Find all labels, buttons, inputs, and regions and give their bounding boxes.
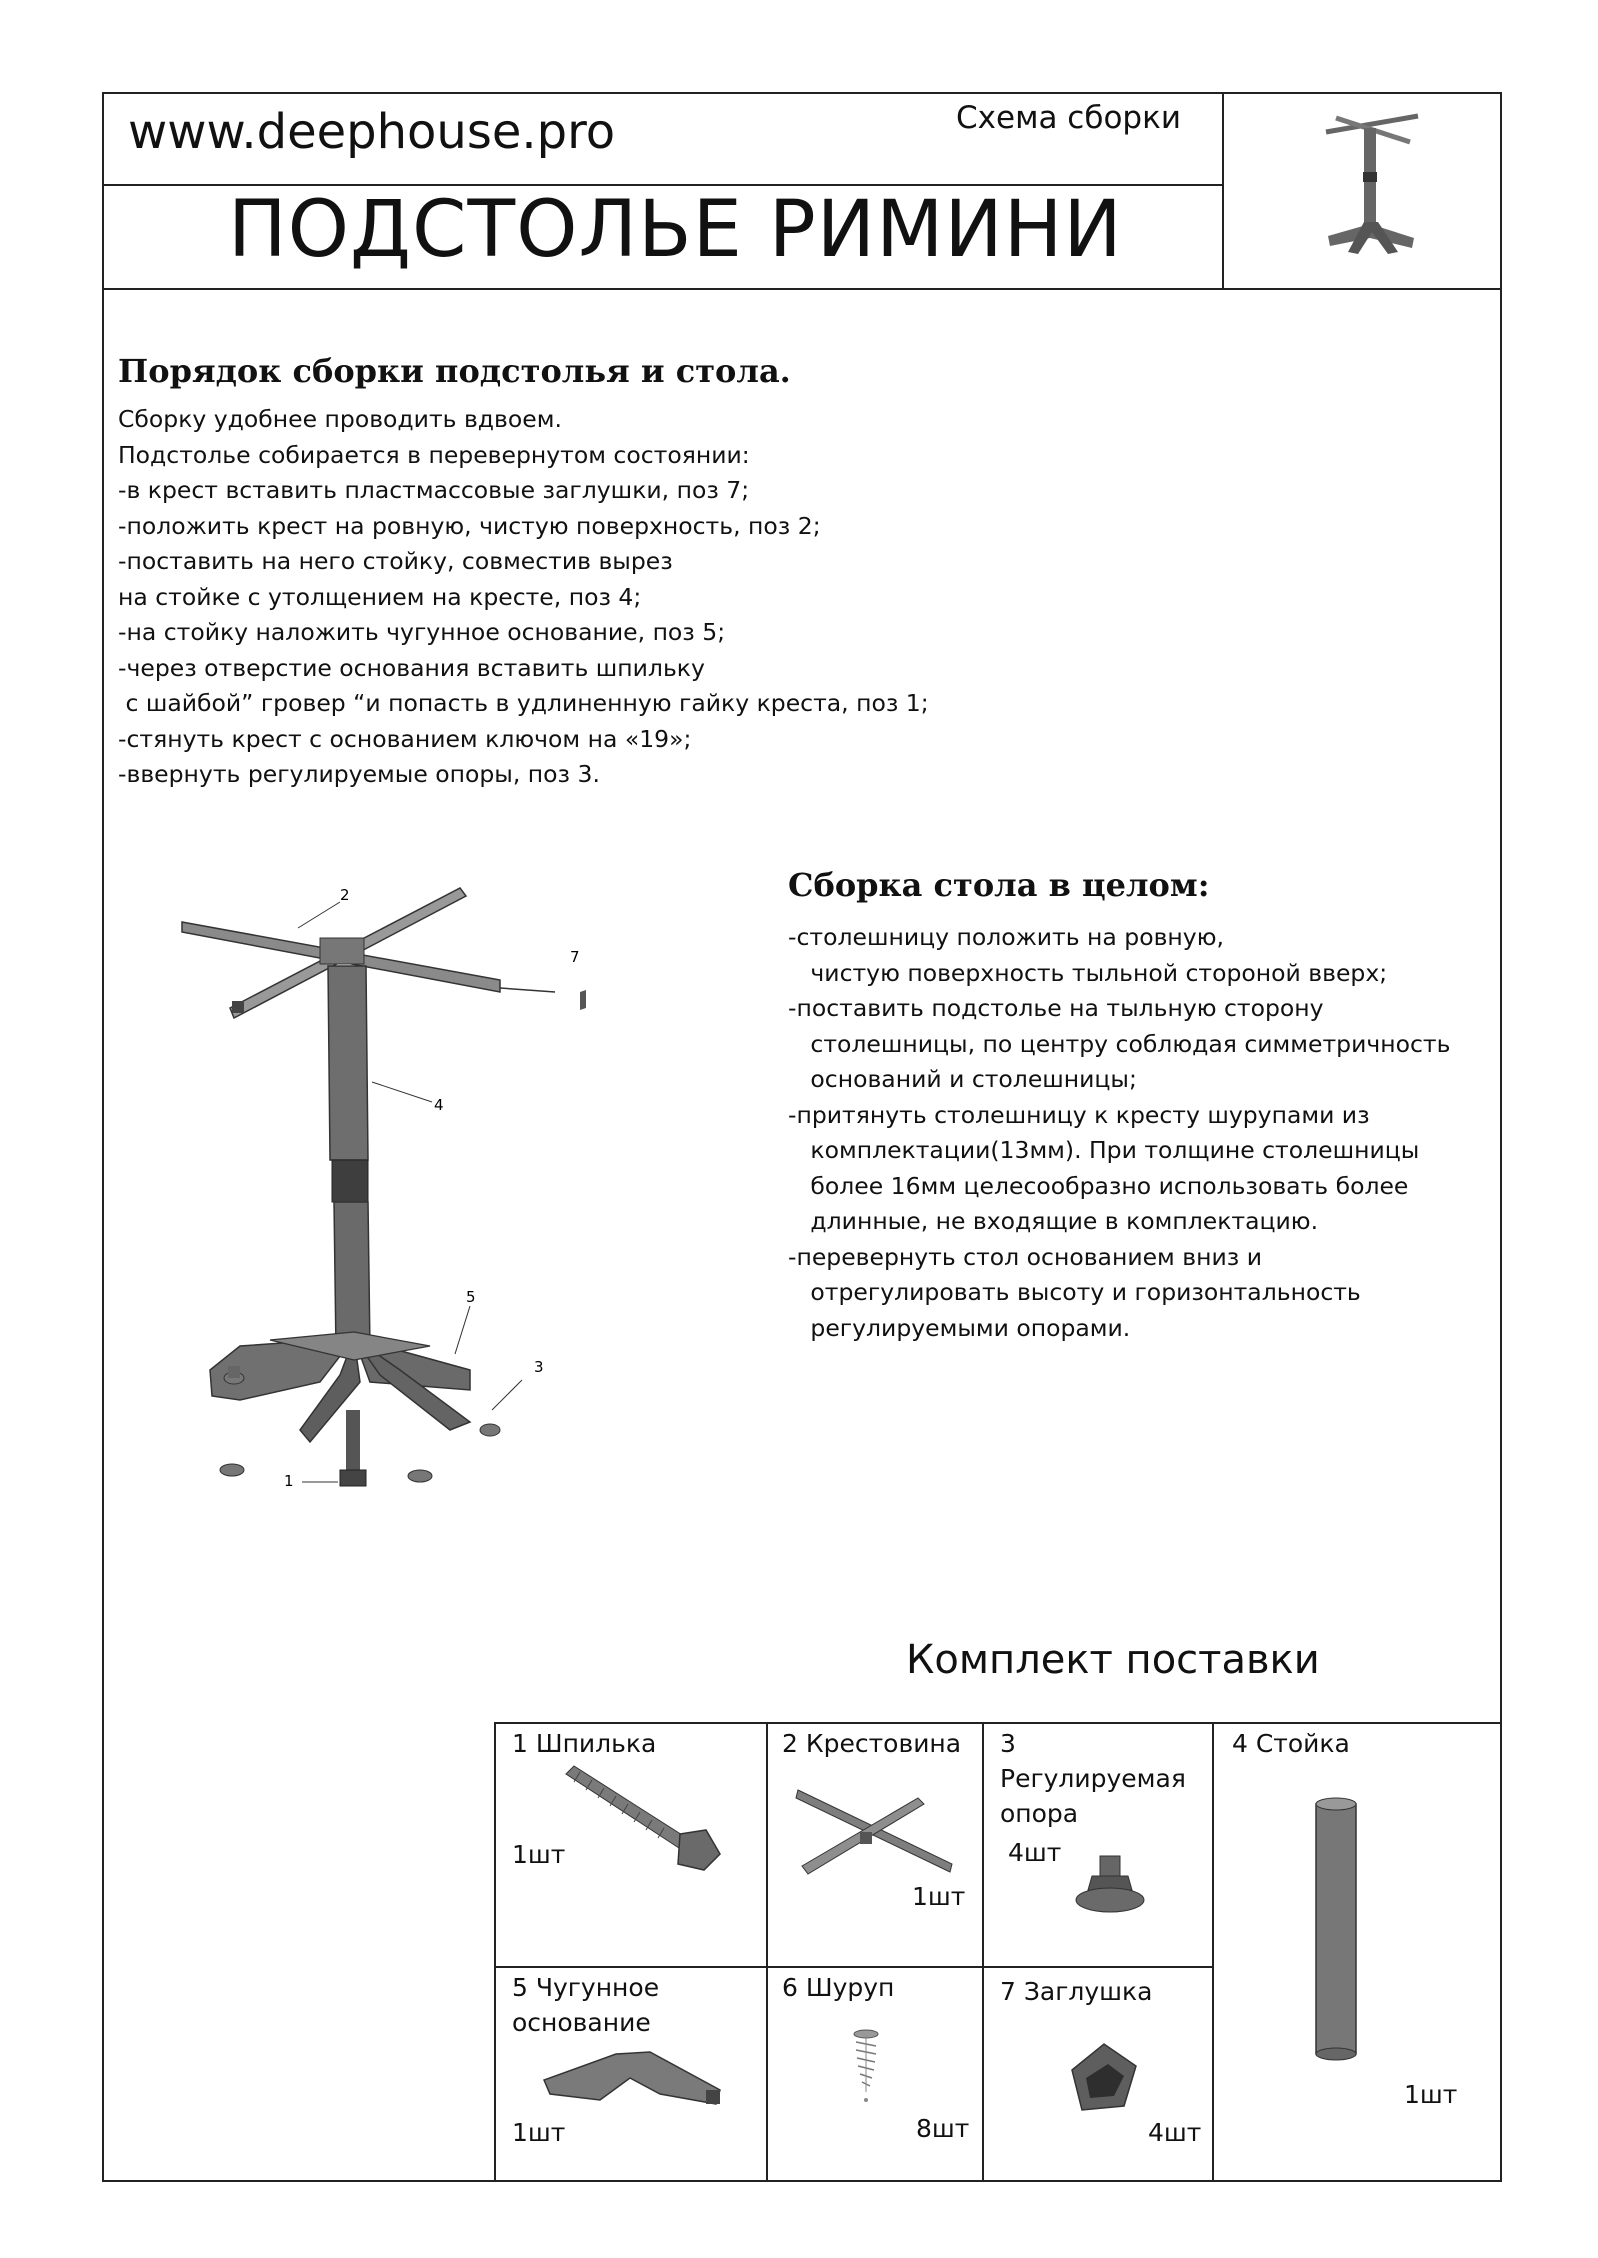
assembly-line: Подстолье собирается в перевернутом состоянии: — [118, 440, 750, 469]
assembly-line: -поставить на него стойку, совместив вырез — [118, 547, 673, 575]
table-assembly-line: столешницы, по центру соблюдая симметричность — [788, 1029, 1451, 1058]
table-assembly-line: длинные, не входящие в комплектацию. — [788, 1207, 1319, 1235]
table-assembly-line: -перевернуть стол основанием вниз и — [788, 1242, 1262, 1271]
page-title: ПОДСТОЛЬЕ РИМИНИ — [228, 185, 1123, 275]
title-divider — [102, 288, 1502, 290]
kit-item-qty: 1шт — [512, 2118, 566, 2147]
schema-label: Схема сборки — [956, 100, 1181, 136]
cast-base-image — [540, 2044, 730, 2114]
part-label-1: 1 — [284, 1472, 294, 1490]
table-assembly-line: комплектации(13мм). При толщине столешницы — [788, 1136, 1420, 1164]
kit-item-label: 6 Шуруп — [782, 1973, 895, 2002]
kit-item-label: 7 Заглушка — [1000, 1977, 1153, 2006]
kit-item-label: 3 Регулируемая опора — [1000, 1729, 1186, 1828]
kit-item-label: 2 Крестовина — [782, 1729, 962, 1758]
assembly-steps — [118, 402, 929, 793]
kit-item-qty: 1шт — [1404, 2080, 1458, 2109]
table-assembly-steps — [788, 920, 1450, 1346]
header-vertical-divider — [1222, 92, 1224, 290]
part-label-4: 4 — [434, 1096, 444, 1114]
column-image — [1310, 1796, 1362, 2066]
kit-grid-line — [766, 1722, 768, 2182]
assembly-line: -в крест вставить пластмассовые заглушки, поз 7; — [118, 476, 750, 504]
assembly-line: с шайбой” гровер “и попасть в удлиненную гайку креста, поз 1; — [118, 689, 929, 717]
table-assembly-line: регулируемыми опорами. — [788, 1313, 1131, 1342]
part-label-3: 3 — [534, 1358, 544, 1376]
kit-item-qty: 4шт — [1008, 1838, 1062, 1867]
kit-item-qty: 8шт — [916, 2114, 970, 2143]
part-label-7: 7 — [570, 948, 580, 966]
kit-item-label: 4 Стойка — [1232, 1729, 1350, 1758]
table-assembly-line: чистую поверхность тыльной стороной вверх; — [788, 958, 1388, 987]
kit-item-label: 1 Шпилька — [512, 1729, 657, 1758]
kit-item-qty: 4шт — [1148, 2118, 1202, 2147]
kit-grid-line — [494, 1722, 1502, 1724]
kit-item-qty: 1шт — [912, 1882, 966, 1911]
assembly-line: -ввернуть регулируемые опоры, поз 3. — [118, 760, 600, 788]
part-label-5: 5 — [466, 1288, 476, 1306]
assembly-line: -на стойку наложить чугунное основание, поз 5; — [118, 618, 726, 646]
adjustable-foot-image — [1070, 1852, 1150, 1922]
part-label-2: 2 — [340, 886, 350, 904]
kit-grid-line — [494, 1966, 1212, 1968]
table-assembly-line: отрегулировать высоту и горизонтальность — [788, 1278, 1361, 1306]
kit-grid-line — [982, 1722, 984, 2182]
kit-item-qty: 1шт — [512, 1840, 566, 1869]
bolt-image — [560, 1760, 730, 1880]
table-assembly-line: оснований и столешницы; — [788, 1065, 1137, 1093]
assembly-heading: Порядок сборки подстолья и стола. — [118, 352, 791, 390]
kit-item-label: 5 Чугунное основание — [512, 1973, 660, 2037]
assembly-line: Сборку удобнее проводить вдвоем. — [118, 405, 562, 433]
table-assembly-heading: Сборка стола в целом: — [788, 866, 1210, 904]
screw-image — [846, 2028, 886, 2108]
table-assembly-line: -притянуть столешницу к кресту шурупами из — [788, 1100, 1370, 1129]
assembly-line: -через отверстие основания вставить шпильку — [118, 653, 705, 682]
kit-title: Комплект поставки — [906, 1637, 1320, 1683]
table-assembly-line: более 16мм целесообразно использовать более — [788, 1171, 1409, 1200]
table-assembly-line: -столешницу положить на ровную, — [788, 923, 1224, 951]
base-thumbnail-image — [1318, 112, 1428, 262]
site-url[interactable]: www.deephouse.pro — [128, 104, 616, 160]
cross-bar-image — [792, 1784, 962, 1884]
assembly-line: -стянуть крест с основанием ключом на «19»; — [118, 724, 692, 753]
table-assembly-line: -поставить подстолье на тыльную сторону — [788, 994, 1324, 1022]
assembly-line: на стойке с утолщением на кресте, поз 4; — [118, 582, 642, 611]
end-cap-image — [1064, 2040, 1154, 2120]
assembly-line: -положить крест на ровную, чистую поверхность, поз 2; — [118, 511, 821, 540]
kit-grid-line — [1212, 1722, 1214, 2182]
exploded-base-diagram — [170, 870, 620, 1510]
kit-grid-line — [494, 1722, 496, 2182]
